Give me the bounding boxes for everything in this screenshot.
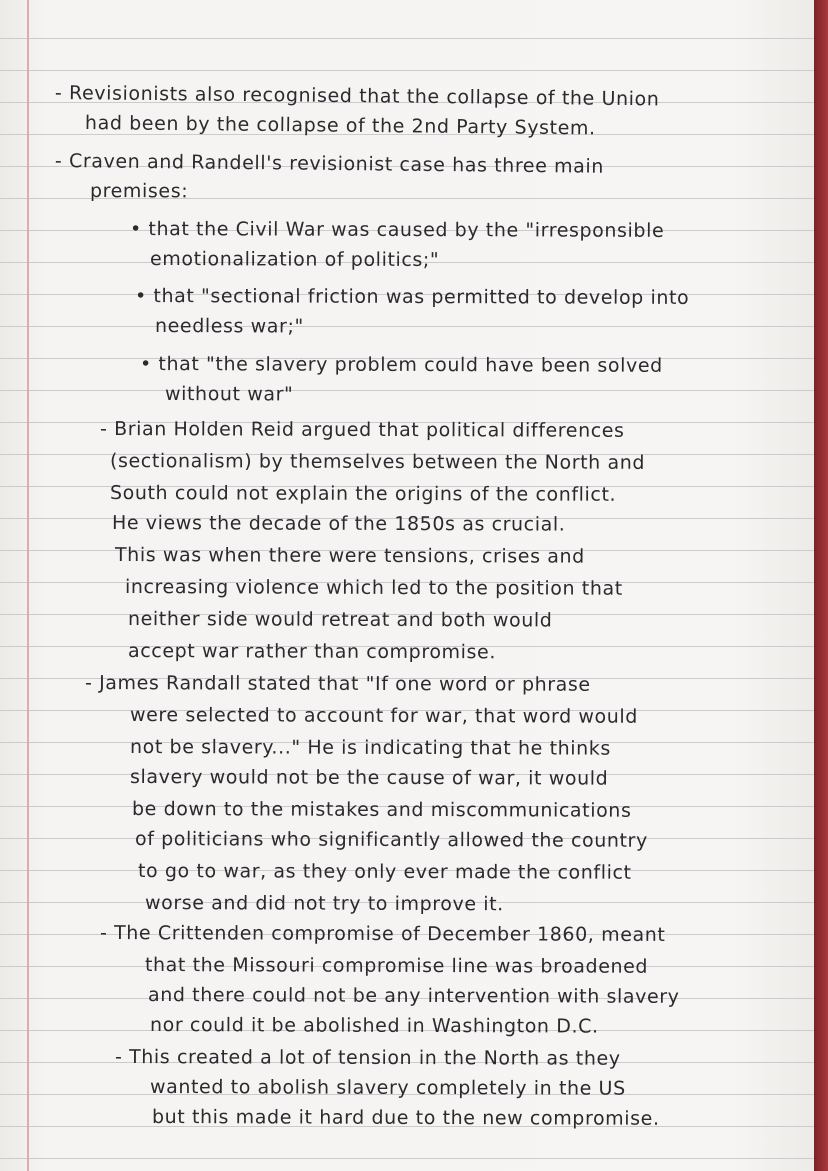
note-line: without war" xyxy=(164,383,294,406)
note-line: - Revisionists also recognised that the collapse of the Union xyxy=(54,82,660,111)
note-line: accept war rather than compromise. xyxy=(127,640,497,664)
note-line: • that the Civil War was caused by the "irresponsible xyxy=(129,218,665,242)
margin-line xyxy=(27,0,29,1171)
note-line: increasing violence which led to the position that xyxy=(124,576,623,600)
note-line: • that "sectional friction was permitted to develop into xyxy=(134,285,690,309)
note-line: - This created a lot of tension in the North as they xyxy=(114,1046,621,1070)
note-line: needless war;" xyxy=(154,315,304,338)
note-line: - Craven and Randell's revisionist case has three main xyxy=(54,150,605,178)
note-line: slavery would not be the cause of war, it would xyxy=(129,766,609,790)
note-line: be down to the mistakes and miscommunications xyxy=(131,798,632,822)
notebook-binding xyxy=(814,0,828,1171)
note-line: - James Randall stated that "If one word or phrase xyxy=(84,672,591,696)
note-line: This was when there were tensions, crises and xyxy=(114,544,585,568)
note-line: - Brian Holden Reid argued that political differences xyxy=(99,418,625,442)
note-line: worse and did not try to improve it. xyxy=(144,892,504,916)
note-line: nor could it be abolished in Washington D.C. xyxy=(149,1014,599,1038)
note-line: emotionalization of politics;" xyxy=(149,248,440,272)
ruled-line xyxy=(0,38,814,39)
note-line: not be slavery..." He is indicating that he thinks xyxy=(129,736,611,760)
ruled-line xyxy=(0,70,814,71)
note-line: to go to war, as they only ever made the conflict xyxy=(137,860,632,884)
ruled-line xyxy=(0,390,814,391)
note-line: - The Crittenden compromise of December 1860, meant xyxy=(99,922,666,946)
note-line: were selected to account for war, that word would xyxy=(129,704,639,728)
note-line: (sectionalism) by themselves between the North and xyxy=(109,450,646,474)
ruled-line xyxy=(0,1158,814,1159)
note-line: but this made it hard due to the new compromise. xyxy=(151,1106,660,1130)
note-line: of politicians who significantly allowed the country xyxy=(134,828,648,852)
note-line: • that "the slavery problem could have been solved xyxy=(139,353,663,377)
note-line: premises: xyxy=(89,180,189,203)
note-line: that the Missouri compromise line was broadened xyxy=(144,954,649,978)
note-line: neither side would retreat and both would xyxy=(127,608,553,632)
note-line: had been by the collapse of the 2nd Party System. xyxy=(84,112,596,140)
note-line: South could not explain the origins of the conflict. xyxy=(109,482,617,506)
note-line: and there could not be any intervention with slavery xyxy=(147,984,680,1008)
note-line: wanted to abolish slavery completely in the US xyxy=(149,1076,626,1100)
note-line: He views the decade of the 1850s as crucial. xyxy=(111,512,566,536)
ruled-line xyxy=(0,326,814,327)
